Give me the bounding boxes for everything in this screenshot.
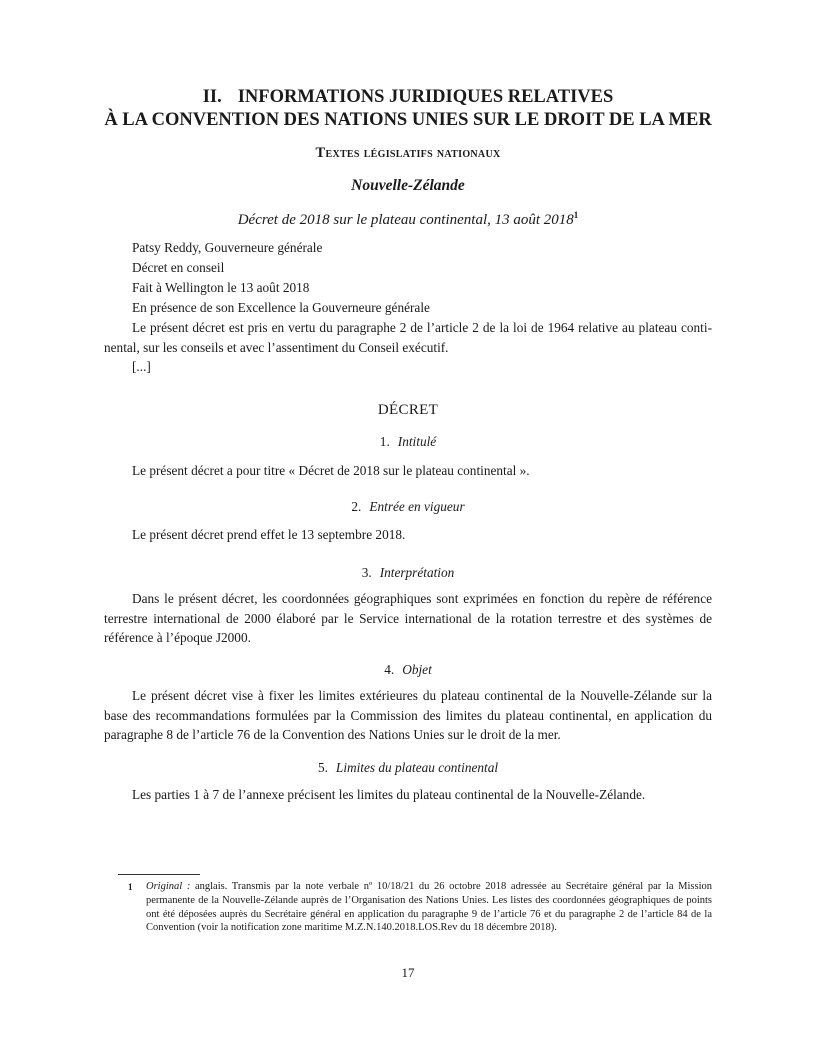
article-title: Intitulé [397, 434, 437, 449]
article-text: Dans le présent décret, les coordonnées géographiques sont exprimées en fonction du repère de référence terrestre international de 2000 élaboré par le Service international de la rotation terrestre et des systèmes de référence à l’époque J2000. [104, 591, 712, 645]
chapter-title-line2: À LA CONVENTION DES NATIONS UNIES SUR LE DROIT DE LA MER [104, 110, 712, 130]
article-title: Interprétation [379, 565, 455, 580]
intro-line: En présence de son Excellence la Gouverneure générale [132, 300, 430, 315]
article-heading [104, 565, 712, 581]
decree-title [104, 210, 712, 229]
article-number: 5. [317, 760, 328, 775]
article-heading [104, 434, 712, 450]
country-heading: Nouvelle-Zélande [351, 177, 465, 194]
intro-line: Décret en conseil [132, 260, 225, 275]
footnote-separator [118, 874, 200, 875]
article-number: 4. [384, 662, 395, 677]
article-heading [104, 662, 712, 678]
chapter-heading-line1 [104, 86, 712, 109]
chapter-number: II. [202, 87, 222, 107]
ellipsis: [...] [132, 359, 151, 374]
page-number: 17 [401, 965, 415, 980]
article-title: Objet [402, 662, 432, 677]
intro-line: Fait à Wellington le 13 août 2018 [132, 280, 310, 295]
intro-paragraph: Le présent décret est pris en vertu du paragraphe 2 de l’article 2 de la loi de 1964 relative au plateau continental, sur les conseils et avec l’assentiment du Conseil exécutif. [104, 320, 712, 355]
article-heading [104, 499, 712, 515]
footnote-label: Original : [146, 881, 191, 892]
section-title: Textes législatifs nationaux [315, 145, 501, 161]
intro-line: Patsy Reddy, Gouverneure générale [132, 240, 323, 255]
article-text: Le présent décret a pour titre « Décret de 2018 sur le plateau continental ». [132, 463, 530, 478]
article-text: Les parties 1 à 7 de l’annexe précisent les limites du plateau continental de la Nouvelle-Zélande. [132, 787, 646, 802]
chapter-title-line1: INFORMATIONS JURIDIQUES RELATIVES [237, 87, 614, 107]
decree-title-text: Décret de 2018 sur le plateau continental, 13 août 2018 [237, 212, 574, 228]
article-heading [104, 760, 712, 776]
article-title: Limites du plateau continental [335, 760, 499, 775]
article-number: 2. [351, 499, 362, 514]
document-page [104, 0, 712, 1056]
footnote-text: anglais. Transmis par la note verbale nº 10/18/21 du 26 octobre 2018 adressée au Secrétaire général par la Mission permanente de la Nouvelle-Zélande auprès de l’Organisation des Nations Unies. Les listes des coordonnées géographiques de points ont été déposées auprès du Secrétaire général en application du paragraphe 9 de l’article 76 et du paragraphe 2 de l’article 84 de la Convention (voir la notification zone maritime M.Z.N.140.2018.LOS.Rev du 18 décembre 2018). [146, 881, 712, 934]
footnote-reference: 1 [573, 210, 579, 220]
article-number: 3. [361, 565, 372, 580]
footnote [128, 880, 712, 935]
article-title: Entrée en vigueur [369, 499, 465, 514]
article-number: 1. [379, 434, 390, 449]
decree-heading: DÉCRET [377, 402, 439, 418]
footnote-marker: 1 [128, 882, 133, 892]
article-text: Le présent décret prend effet le 13 septembre 2018. [132, 527, 406, 542]
article-text: Le présent décret vise à fixer les limites extérieures du plateau continental de la Nouvelle-Zélande sur la base des recommandations formulées par la Commission des limites du plateau continental, en application du paragraphe 8 de l’article 76 de la Convention des Nations Unies sur le droit de la mer. [104, 688, 712, 742]
